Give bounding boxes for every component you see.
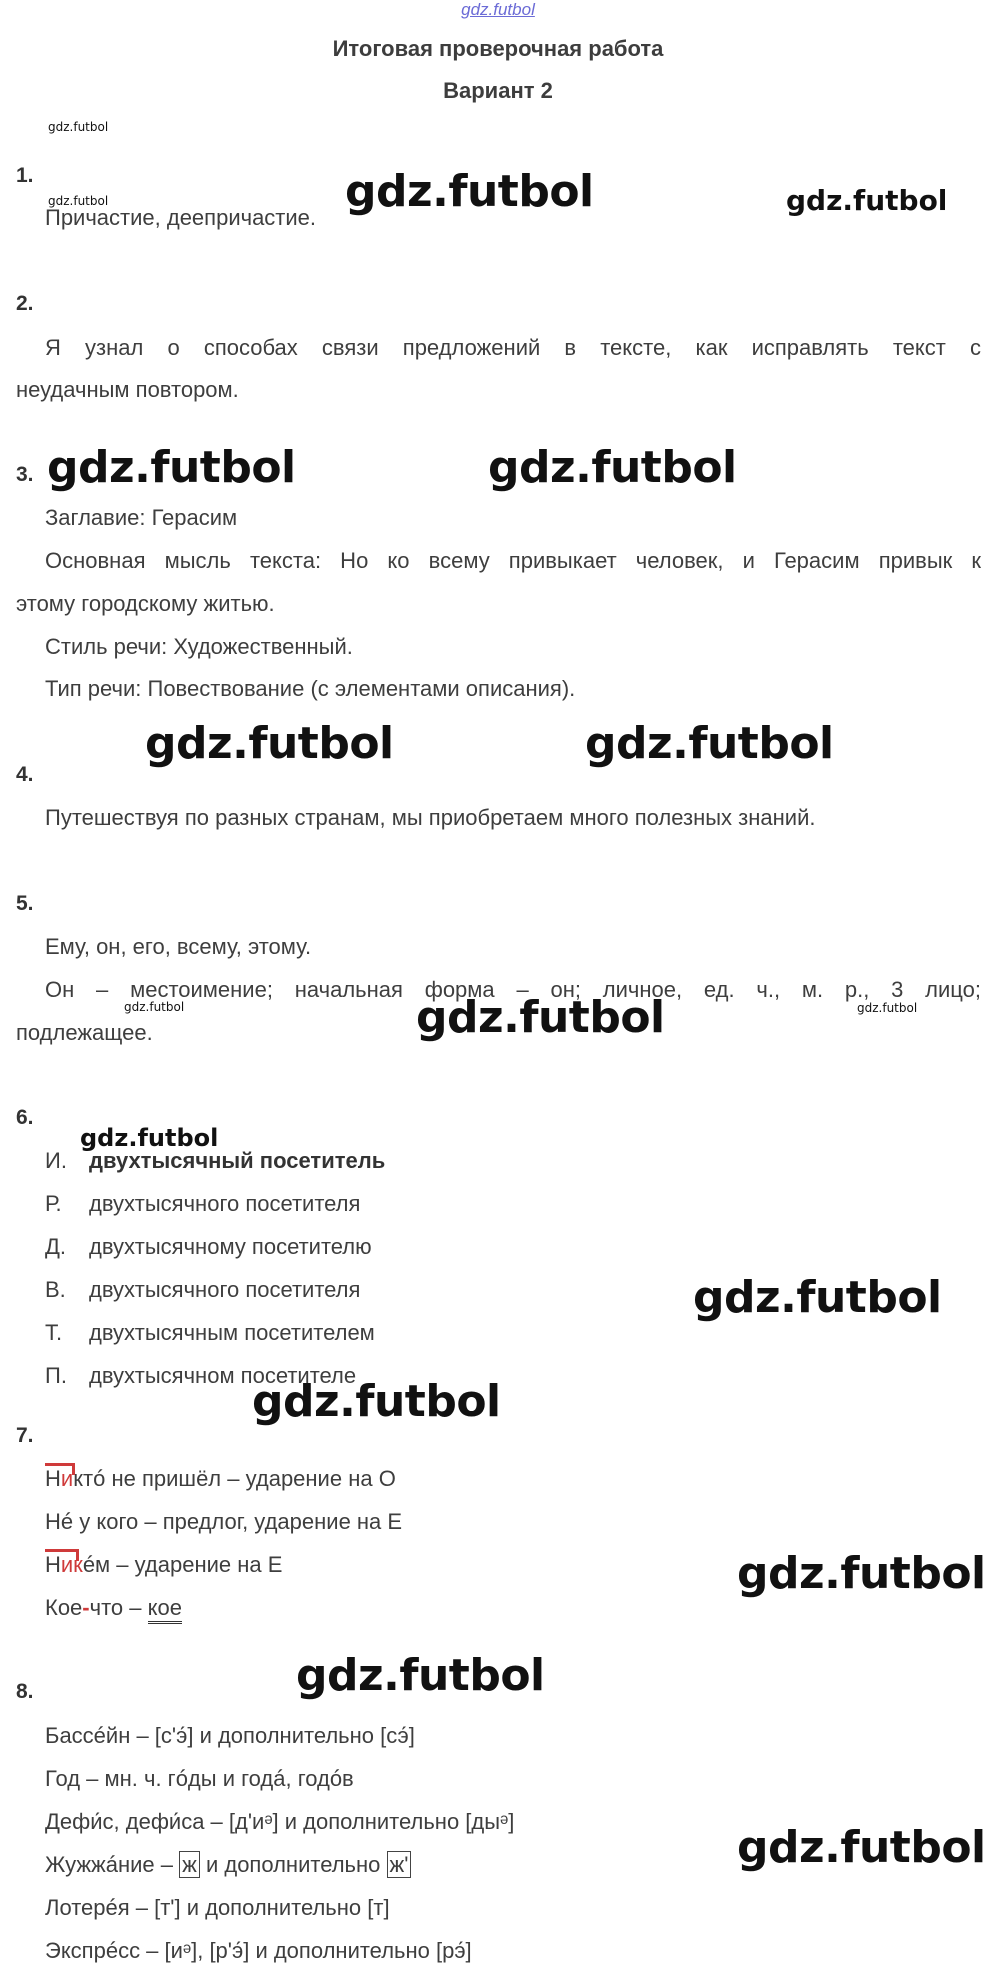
task-number: 5.: [16, 892, 34, 915]
watermark: gdz.futbol: [737, 1548, 986, 1599]
prefix-mark: Ник: [45, 1552, 83, 1578]
watermark: gdz.futbol: [786, 184, 948, 217]
case-form: двухтысячному посетителю: [89, 1234, 372, 1259]
case-form: двухтысячным посетителем: [89, 1320, 375, 1345]
task-number: 6.: [16, 1106, 34, 1129]
case-row: [45, 1191, 360, 1217]
task-number: 7.: [16, 1424, 34, 1447]
task-answer-line: Год – мн. ч. гóды и годá, годóв: [45, 1766, 354, 1791]
task-answer-line: подлежащее.: [16, 1020, 153, 1045]
case-row: [45, 1148, 385, 1174]
case-label: И.: [45, 1148, 67, 1173]
case-row: [45, 1234, 372, 1260]
case-row: [45, 1363, 356, 1389]
case-form: двухтысячного посетителя: [89, 1277, 361, 1302]
case-label: П.: [45, 1363, 67, 1388]
case-label: Т.: [45, 1320, 63, 1345]
case-label: Р.: [45, 1191, 62, 1216]
task-answer-line: неудачным повтором.: [16, 377, 239, 402]
case-form: двухтысячный посетитель: [89, 1148, 386, 1173]
task-number: 4.: [16, 763, 34, 786]
watermark: gdz.futbol: [737, 1822, 986, 1873]
page-subtitle: Вариант 2: [443, 78, 553, 103]
case-form: двухтысячного посетителя: [89, 1191, 361, 1216]
task-answer-line: Нé у кого – предлог, ударение на Е: [45, 1509, 403, 1534]
watermark: gdz.futbol: [488, 442, 737, 493]
task-answer-line: Кое-что – кое: [45, 1595, 182, 1621]
watermark: gdz.futbol: [47, 442, 296, 493]
task-answer-line: Бассéйн – [с'э́] и дополнительно [сэ́]: [45, 1723, 415, 1748]
watermark: gdz.futbol: [416, 992, 665, 1043]
task-answer: Причастие, деепричастие.: [45, 205, 317, 230]
case-row: [45, 1277, 360, 1303]
watermark: gdz.futbol: [857, 1001, 918, 1015]
top-watermark: gdz.futbol: [461, 0, 535, 19]
task-answer-line: Никтó не пришёл – ударение на О: [45, 1466, 396, 1492]
task-answer: Путешествуя по разных странам, мы приобретаем много полезных знаний.: [45, 805, 816, 830]
watermark: gdz.futbol: [124, 1000, 185, 1014]
task-answer-line: Стиль речи: Художественный.: [45, 634, 353, 659]
task-answer-line: Экспрéсс – [иᵊ], [р'э́] и дополнительно [рэ́]: [45, 1938, 472, 1963]
task-answer-line: Заглавие: Герасим: [45, 505, 238, 530]
task-answer-line: этому городскому житью.: [16, 591, 275, 616]
task-answer-line: Он – местоимение; начальная форма – он; личное, ед. ч., м. р., 3 лицо;: [45, 977, 981, 1002]
task-answer-line: Ему, он, его, всему, этому.: [45, 934, 312, 959]
task-answer-line: Тип речи: Повествование (с элементами описания).: [45, 676, 576, 701]
task-answer-line: Жужжáние – ж и дополнительно ж': [45, 1852, 411, 1878]
watermark: gdz.futbol: [296, 1650, 545, 1701]
watermark: gdz.futbol: [48, 120, 109, 134]
sound-box: ж': [387, 1851, 412, 1878]
task-answer-line: Дефи́с, дефи́са – [д'иᵊ] и дополнительно [дыᵊ]: [45, 1809, 515, 1834]
sound-box: ж: [179, 1851, 200, 1878]
task-number: 3.: [16, 463, 34, 486]
task-number: 1.: [16, 164, 34, 187]
task-number: 2.: [16, 292, 34, 315]
task-answer-line: Никéм – ударение на Е: [45, 1552, 282, 1578]
case-form: двухтысячном посетителе: [89, 1363, 357, 1388]
watermark: gdz.futbol: [145, 718, 394, 769]
task-number: 8.: [16, 1680, 34, 1703]
page-title: Итоговая проверочная работа: [332, 36, 664, 61]
case-label: Д.: [45, 1234, 67, 1259]
watermark: gdz.futbol: [585, 718, 834, 769]
watermark: gdz.futbol: [693, 1272, 942, 1323]
task-answer-line: Основная мысль текста: Но ко всему привыкает человек, и Герасим привык к: [45, 548, 981, 573]
watermark: gdz.futbol: [80, 1124, 219, 1152]
watermark: gdz.futbol: [48, 194, 109, 208]
task-answer-line: Я узнал о способах связи предложений в тексте, как исправлять текст с: [45, 335, 981, 360]
case-label: В.: [45, 1277, 66, 1302]
case-row: [45, 1320, 375, 1346]
task-answer-line: Лотерéя – [т'] и дополнительно [т]: [45, 1895, 390, 1920]
watermark: gdz.futbol: [345, 166, 594, 217]
watermark: gdz.futbol: [252, 1376, 501, 1427]
underlined-word: кое: [148, 1595, 182, 1624]
prefix-mark: Ни: [45, 1466, 73, 1492]
